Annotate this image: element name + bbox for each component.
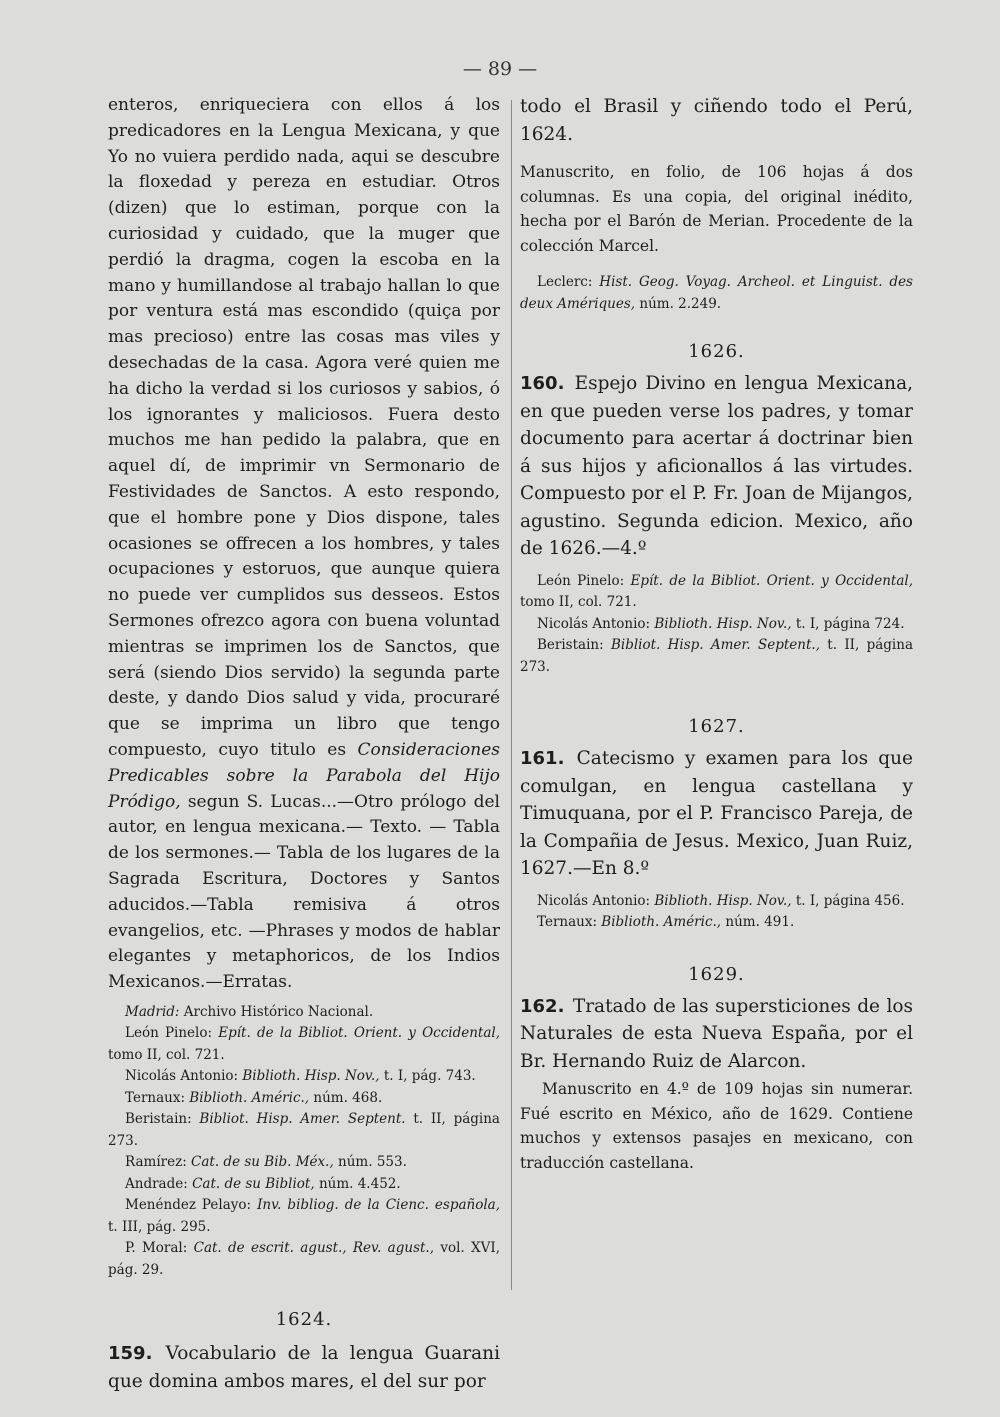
reference-author: Leclerc: xyxy=(537,274,600,290)
reference-detail: tomo II, col. 721. xyxy=(108,1046,225,1063)
entry-159-note: Manuscrito, en folio, de 106 hojas á dos columnas. Es una copia, del original inédito, hecha por el Barón de Merian. Procedente de la colección Marcel. xyxy=(520,163,913,255)
year-heading: 1624. xyxy=(275,1309,333,1331)
entry-title: Catecismo y examen para los que comulgan, en lengua castellana y Timuquana, por el P. Francisco Pareja, de la Compañia de Jesus. Mexico, Juan Ruiz, 1627.—En 8.º xyxy=(520,748,913,879)
reference xyxy=(108,1066,500,1088)
reference xyxy=(520,614,913,636)
reference-detail: t. II, página 273. xyxy=(520,637,913,675)
entry-number: 160. xyxy=(520,373,565,394)
reference-author: Ternaux: xyxy=(537,914,602,930)
reference-detail: t. I, página 456. xyxy=(791,892,905,909)
reference xyxy=(108,1088,500,1110)
reference-detail: tomo II, col. 721. xyxy=(520,594,637,610)
column-divider xyxy=(511,100,512,1290)
page-number: — 89 — xyxy=(462,58,538,80)
reference xyxy=(108,1238,500,1281)
entry-number: 159. xyxy=(108,1343,153,1365)
reference-author: Nicolás Antonio: xyxy=(537,892,655,909)
reference-title: Epít. de la Bibliot. Orient. y Occidental, xyxy=(630,572,914,589)
reference xyxy=(108,1152,500,1174)
reference-title: Bibliot. Hisp. Amer. Septent. xyxy=(199,1111,406,1128)
reference-detail: núm. 468. xyxy=(309,1089,383,1106)
reference xyxy=(108,1195,500,1238)
reference-title: Biblioth. Hisp. Nov., xyxy=(654,615,792,632)
reference xyxy=(520,635,913,678)
reference-author: Nicolás Antonio: xyxy=(125,1068,243,1085)
entry-title: Tratado de las supersticiones de los Naturales de esta Nueva España, por el Br. Hernando Ruiz de Alarcon. xyxy=(520,995,913,1072)
reference-author: León Pinelo: xyxy=(537,572,631,589)
reference-title: Inv. bibliog. de la Cienc. española, xyxy=(257,1197,500,1214)
right-column xyxy=(520,93,913,1175)
entry-162 xyxy=(520,993,913,1076)
entry-159 xyxy=(108,1340,500,1395)
reference-detail: núm. 491. xyxy=(721,914,795,930)
reference xyxy=(108,1109,500,1152)
reference-source: Madrid: xyxy=(125,1003,180,1020)
year-heading: 1629. xyxy=(688,963,745,985)
reference-author: Beristain: xyxy=(537,637,611,653)
reference-detail: núm. 2.249. xyxy=(635,295,722,312)
reference-title: Biblioth. Améric., xyxy=(601,914,722,930)
entry-number: 161. xyxy=(520,748,565,769)
reference-detail: núm. 553. xyxy=(333,1154,407,1171)
reference-title: Cat. de su Bibliot, xyxy=(192,1175,315,1192)
entry-158-references xyxy=(108,1002,500,1282)
reference-author: Ramírez: xyxy=(125,1154,192,1171)
continuation-end-text: segun S. Lucas...—Otro prólogo del autor, en lengua mexicana.— Texto. — Tabla de los sermones.— Tabla de los lugares de la Sagrada Escritura, Doctores y Santos aducidos.—Tabla remisiva á otros evangelios, etc. —Phrases y modos de hablar elegantes y metaphoricos, de los Indios Mexicanos.—Erratas. xyxy=(108,791,500,993)
entry-158-continuation xyxy=(108,93,500,996)
entry-number: 162. xyxy=(520,995,565,1017)
entry-159-continuation: todo el Brasil y ciñendo todo el Perú, 1624. xyxy=(520,96,913,145)
reference-detail: t. III, pág. 295. xyxy=(108,1218,211,1235)
reference-detail: t. I, página 724. xyxy=(791,615,905,632)
reference xyxy=(520,891,913,913)
reference-detail: núm. 4.452. xyxy=(314,1175,401,1192)
year-heading: 1627. xyxy=(688,716,745,737)
entry-162-note: Manuscrito en 4.º de 109 hojas sin numerar. Fué escrito en México, año de 1629. Contiene muchos y extensos pasajes en mexicano, con traducción castellana. xyxy=(520,1080,913,1172)
reference xyxy=(108,1174,500,1196)
reference-title: Biblioth. Améric., xyxy=(189,1089,310,1106)
reference-detail: t. I, pág. 743. xyxy=(379,1068,476,1085)
reference-title: Bibliot. Hisp. Amer. Septent., xyxy=(610,637,820,653)
entry-title: Espejo Divino en lengua Mexicana, en que pueden verse los padres, y tomar documento para acertar á doctrinar bien á sus hijos y aficionallos á las virtudes. Compuesto por el P. Fr. Joan de Mijangos, agustino. Segunda edicion. Mexico, año de 1626.—4.º xyxy=(520,373,913,559)
reference-title: Hist. Geog. Voyag. Archeol. et Linguist. des deux Amériques, xyxy=(520,274,913,312)
entry-161 xyxy=(520,745,913,883)
reference-detail: t. II, página 273. xyxy=(108,1111,500,1149)
left-column xyxy=(108,93,500,1395)
reference-author: Nicolás Antonio: xyxy=(537,615,655,632)
reference-author: Andrade: xyxy=(125,1175,193,1192)
entry-title: Vocabulario de la lengua Guarani que domina ambos mares, el del sur por xyxy=(108,1343,500,1392)
reference-author: P. Moral: xyxy=(125,1240,194,1257)
reference-author: Beristain: xyxy=(125,1111,200,1128)
continuation-italic-title: Consideraciones Predicables sobre la Parabola del Hijo Pródigo, xyxy=(108,739,500,812)
entry-160 xyxy=(520,370,913,563)
reference-author: León Pinelo: xyxy=(125,1025,219,1042)
reference xyxy=(520,272,913,315)
reference-detail: Archivo Histórico Nacional. xyxy=(179,1003,374,1020)
reference-author: Menéndez Pelayo: xyxy=(125,1197,258,1214)
reference xyxy=(520,912,913,934)
year-heading: 1626. xyxy=(688,341,745,362)
reference xyxy=(108,1002,500,1024)
reference-title: Cat. de escrit. agust., Rev. agust., xyxy=(193,1240,435,1257)
continuation-text: enteros, enriqueciera con ellos á los predicadores en la Lengua Mexicana, y que Yo no vuiera perdido nada, aqui se descubre la floxedad y pereza en estudiar. Otros (dizen) que lo estiman, porque con la curiosidad y cuidado, que la muger que perdió la dragma, cogen la escoba en la mano y humillandose al trabajo hallan lo que por ventura está mas escondido (quiça por mas precioso) entre las cosas mas viles y desechadas de la casa. Agora veré quien me ha dicho la verdad si los curiosos y sabios, ó los ignorantes y maliciosos. Fuera desto muchos me han pedido la palabra, que en aquel dí, de imprimir vn Sermonario de Festividades de Sanctos. A esto respondo, que el hombre pone y Dios dispone, tales ocasiones se offrecen a los hombres, y tales ocupaciones y estoruos, que aunque quiera no puede ver cumplidos sus desseos. Estos Sermones ofrezco agora con buena voluntad mientras se imprimen los de Sanctos, que será (siendo Dios servido) la segunda parte deste, y dando Dios salud y vida, procuraré que se imprima un libro que tengo compuesto, cuyo titulo es xyxy=(108,95,500,760)
reference-title: Epít. de la Bibliot. Orient. y Occidental, xyxy=(218,1025,501,1042)
reference-title: Biblioth. Hisp. Nov., xyxy=(654,892,792,909)
reference-title: Biblioth. Hisp. Nov., xyxy=(242,1068,380,1085)
reference xyxy=(520,571,913,614)
reference-detail: vol. XVI, pág. 29. xyxy=(108,1240,501,1278)
reference xyxy=(108,1023,500,1066)
reference-author: Ternaux: xyxy=(125,1089,190,1106)
reference-title: Cat. de su Bib. Méx., xyxy=(191,1154,334,1171)
